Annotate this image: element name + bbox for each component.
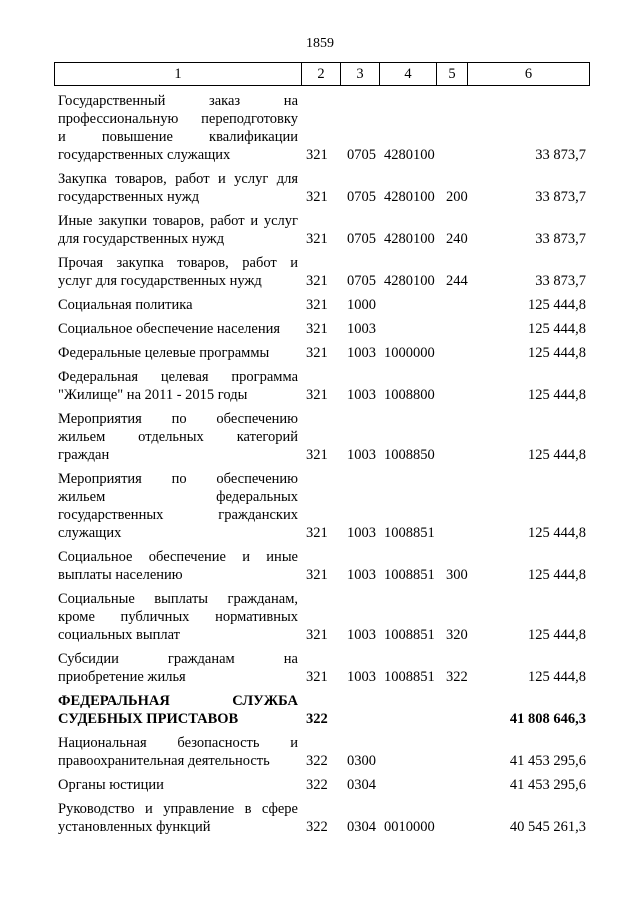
amount: 125 444,8: [528, 345, 586, 361]
ministry-code: 321: [306, 567, 328, 583]
amount: 125 444,8: [528, 321, 586, 337]
header-col-6: 6: [467, 63, 589, 85]
target-article-code: 1008851: [384, 567, 435, 583]
row-name-line: Прочая закупка товаров, работ и: [58, 255, 298, 271]
target-article-code: 1008851: [384, 627, 435, 643]
table-row: [0, 344, 640, 362]
row-name-line: жильем отдельных категорий: [58, 429, 298, 445]
row-name-line: услуг для государственных нужд: [58, 273, 262, 289]
ministry-code: 321: [306, 273, 328, 289]
ministry-code: 321: [306, 147, 328, 163]
section-code: 1003: [347, 447, 376, 463]
section-code: 0705: [347, 231, 376, 247]
ministry-code: 321: [306, 525, 328, 541]
table-row: [0, 254, 640, 290]
row-name: [58, 320, 298, 338]
section-code: 1003: [347, 525, 376, 541]
target-article-code: 1000000: [384, 345, 435, 361]
row-name-line: и повышение квалификации: [58, 129, 298, 145]
table-row: [0, 800, 640, 836]
amount: 125 444,8: [528, 567, 586, 583]
header-col-3: 3: [340, 63, 379, 85]
amount: 33 873,7: [535, 189, 586, 205]
page-number: 1859: [306, 36, 334, 51]
amount: 41 453 295,6: [509, 777, 586, 793]
expense-type-code: 320: [446, 627, 468, 643]
header-col-1: 1: [174, 65, 182, 82]
amount: 125 444,8: [528, 297, 586, 313]
table-row: [0, 692, 640, 728]
target-article-code: 1008800: [384, 387, 435, 403]
table-row: [0, 212, 640, 248]
row-name-line: граждан: [58, 447, 110, 463]
section-code: 0705: [347, 273, 376, 289]
row-name-line: служащих: [58, 525, 122, 541]
row-name-line: Социальное обеспечение населения: [58, 321, 281, 337]
row-name: [58, 368, 298, 404]
amount: 41 808 646,3: [509, 711, 586, 727]
row-name-line: Органы юстиции: [58, 777, 164, 793]
row-name-line: Мероприятия по обеспечению: [58, 471, 298, 487]
row-name-line: Социальное обеспечение и иные: [58, 549, 298, 565]
row-name: [58, 344, 298, 362]
row-name-line: Иные закупки товаров, работ и услуг: [58, 213, 298, 229]
row-name-line: Социальные выплаты гражданам,: [58, 591, 298, 607]
table-row: [0, 320, 640, 338]
ministry-code: 322: [306, 777, 328, 793]
row-name-line: приобретение жилья: [58, 669, 186, 685]
ministry-code: 321: [306, 669, 328, 685]
amount: 33 873,7: [535, 231, 586, 247]
section-code: 1003: [347, 627, 376, 643]
target-article-code: 1008851: [384, 525, 435, 541]
table-header: [54, 62, 590, 86]
row-name-line: государственных служащих: [58, 147, 231, 163]
amount: 125 444,8: [528, 627, 586, 643]
row-name-line: Субсидии гражданам на: [58, 651, 298, 667]
ministry-code: 321: [306, 189, 328, 205]
row-name-line: "Жилище" на 2011 - 2015 годы: [58, 387, 248, 403]
row-name-line: правоохранительная деятельность: [58, 753, 270, 769]
section-code: 0304: [347, 777, 376, 793]
section-code: 0300: [347, 753, 376, 769]
target-article-code: 0010000: [384, 819, 435, 835]
table-row: [0, 590, 640, 644]
table-row: [0, 296, 640, 314]
row-name-line: Государственный заказ на: [58, 93, 298, 109]
expense-type-code: 240: [446, 231, 468, 247]
amount: 33 873,7: [535, 147, 586, 163]
row-name-line: Социальная политика: [58, 297, 193, 313]
section-code: 1000: [347, 297, 376, 313]
section-code: 1003: [347, 387, 376, 403]
row-name: [58, 212, 298, 248]
row-name-line: профессиональную переподготовку: [58, 111, 298, 127]
amount: 41 453 295,6: [509, 753, 586, 769]
row-name: [58, 170, 298, 206]
ministry-code: 321: [306, 627, 328, 643]
row-name: [58, 410, 298, 464]
table-row: [0, 776, 640, 794]
target-article-code: 4280100: [384, 147, 435, 163]
amount: 125 444,8: [528, 525, 586, 541]
row-name: [58, 692, 298, 728]
table-row: [0, 470, 640, 542]
expense-type-code: 322: [446, 669, 468, 685]
target-article-code: 1008851: [384, 669, 435, 685]
header-col-4: 4: [379, 63, 436, 85]
row-name-line: Национальная безопасность и: [58, 735, 298, 751]
ministry-code: 321: [306, 447, 328, 463]
target-article-code: 4280100: [384, 189, 435, 205]
row-name: [58, 776, 298, 794]
section-code: 1003: [347, 345, 376, 361]
ministry-code: 321: [306, 345, 328, 361]
row-name: [58, 590, 298, 644]
ministry-code: 322: [306, 711, 328, 727]
row-name-line: Мероприятия по обеспечению: [58, 411, 298, 427]
expense-type-code: 300: [446, 567, 468, 583]
row-name-line: Закупка товаров, работ и услуг для: [58, 171, 298, 187]
row-name-line: СУДЕБНЫХ ПРИСТАВОВ: [58, 711, 239, 727]
row-name-line: выплаты населению: [58, 567, 183, 583]
amount: 125 444,8: [528, 447, 586, 463]
table-row: [0, 734, 640, 770]
row-name: [58, 254, 298, 290]
section-code: 1003: [347, 567, 376, 583]
table-row: [0, 368, 640, 404]
row-name-line: социальных выплат: [58, 627, 180, 643]
row-name-line: Федеральные целевые программы: [58, 345, 270, 361]
section-code: 0705: [347, 189, 376, 205]
row-name-line: государственных гражданских: [58, 507, 298, 523]
row-name: [58, 650, 298, 686]
row-name-line: жильем федеральных: [58, 489, 298, 505]
row-name: [58, 800, 298, 836]
header-col-2: 2: [301, 63, 340, 85]
target-article-code: 4280100: [384, 231, 435, 247]
section-code: 1003: [347, 669, 376, 685]
amount: 125 444,8: [528, 669, 586, 685]
table-row: [0, 170, 640, 206]
target-article-code: 4280100: [384, 273, 435, 289]
row-name-line: ФЕДЕРАЛЬНАЯ СЛУЖБА: [58, 693, 298, 709]
row-name-line: государственных нужд: [58, 189, 200, 205]
table-row: [0, 410, 640, 464]
amount: 40 545 261,3: [509, 819, 586, 835]
ministry-code: 322: [306, 819, 328, 835]
table-row: [0, 548, 640, 584]
table-row: [0, 92, 640, 164]
row-name-line: кроме публичных нормативных: [58, 609, 298, 625]
ministry-code: 322: [306, 753, 328, 769]
row-name-line: Федеральная целевая программа: [58, 369, 298, 385]
ministry-code: 321: [306, 321, 328, 337]
target-article-code: 1008850: [384, 447, 435, 463]
row-name: [58, 548, 298, 584]
ministry-code: 321: [306, 297, 328, 313]
row-name: [58, 470, 298, 542]
expense-type-code: 200: [446, 189, 468, 205]
row-name-line: Руководство и управление в сфере: [58, 801, 298, 817]
row-name-line: для государственных нужд: [58, 231, 225, 247]
section-code: 0304: [347, 819, 376, 835]
ministry-code: 321: [306, 231, 328, 247]
section-code: 1003: [347, 321, 376, 337]
ministry-code: 321: [306, 387, 328, 403]
row-name: [58, 92, 298, 164]
expense-type-code: 244: [446, 273, 468, 289]
section-code: 0705: [347, 147, 376, 163]
amount: 125 444,8: [528, 387, 586, 403]
header-col-5: 5: [436, 63, 467, 85]
table-row: [0, 650, 640, 686]
amount: 33 873,7: [535, 273, 586, 289]
row-name: [58, 734, 298, 770]
row-name-line: установленных функций: [58, 819, 211, 835]
row-name: [58, 296, 298, 314]
